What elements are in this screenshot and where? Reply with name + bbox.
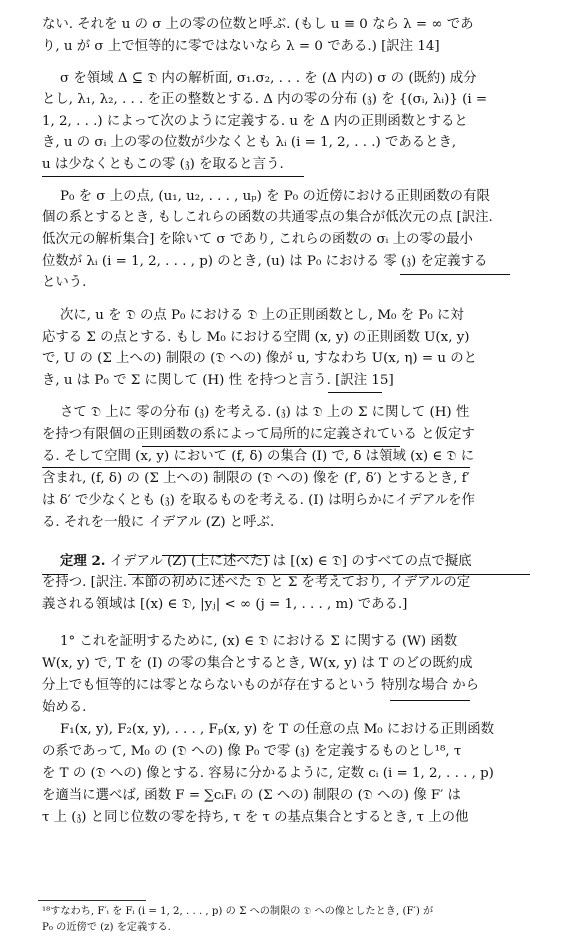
text-line: は δ′ で少なくとも (𝔷) を取るものを考える. (I) は明らかにイデアルを作 [42,493,475,508]
text-underline [42,574,68,575]
text-line: 次に, u を 𝔇 の点 P₀ における 𝔇 上の正則函数とし, M₀ を P₀ に対 [60,308,464,323]
text-underline [400,274,510,275]
footnote-rule [38,900,146,901]
text-line: 始める. [42,700,87,715]
text-line: を持つ有限個の正則函数の系によって局所的に定義されている と仮定す [42,427,475,442]
text-line: という. [42,275,87,290]
text-line: を持つ. [訳注. 本節の初めに述べた 𝔇 と Σ を考えており, イデアルの定 [42,575,471,590]
text-line: とし, λ₁, λ₂, . . . を正の整数とする. Δ 内の零の分布 (𝔷) を {(σᵢ, λᵢ)} (i = [42,92,488,107]
text-underline [128,574,530,575]
text-line: σ を領域 Δ ⊆ 𝔇 内の解析面, σ₁.σ₂, . . . を (Δ 内の) σ の (既約) 成分 [60,71,477,86]
text-underline [142,446,400,447]
text-underline [162,555,270,556]
text-line: W(x, y) で, T を (I) の零の集合とするとき, W(x, y) は T のどの既約成 [42,656,473,671]
text-line: u は少なくともこの零 (𝔷) を取ると言う. [42,157,284,172]
text-underline [390,700,470,701]
text-line: 個の系とするとき, もしこれらの函数の共通零点の集合が低次元の点 [訳注. [42,210,493,225]
text-line: り, u が σ 上で恒等的に零ではないなら λ = 0 である.) [訳注 14] [42,39,440,54]
text-line: 位数が λᵢ (i = 1, 2, . . . , p) のとき, (u) は P₀ における 零 (𝔷) を定義する [42,254,488,269]
text-underline [328,392,382,393]
text-line: 義される領域は [(x) ∈ 𝔇, |yⱼ| < ∞ (j = 1, . . . , m) である.] [42,597,408,612]
footnote-line: ¹⁸すなわち, F′ᵢ を Fᵢ (i = 1, 2, . . . , p) の Σ への制限の 𝔇 への像としたとき, (F′) が [42,906,434,917]
footnote-line: P₀ の近傍で (z) を定義する. [42,922,171,933]
text-line: 含まれ, (f, δ) の (Σ 上への) 制限の (𝔇 への) 像を (f′, δ′) とするとき, f′ [42,471,470,486]
theorem-label: 定理 2. [60,553,106,569]
text-line: P₀ を σ 上の点, (u₁, u₂, . . . , uₚ) を P₀ の近傍における正則函数の有限 [60,189,490,204]
text-line: き, u の σᵢ 上の零の位数が少なくとも λᵢ (i = 1, 2, . . .) であるとき, [42,135,457,150]
text-line: τ 上 (𝔷) と同じ位数の零を持ち, τ を τ の基点集合とするとき, τ 上の他 [42,810,469,825]
text-line: き, u は P₀ で Σ に関して (H) 性 を持つと言う. [訳注 15] [42,373,394,388]
text-line: を T の (𝔇 への) 像とする. 容易に分かるように, 定数 cᵢ (i = 1, 2, . . . , p) [42,766,494,781]
text-line: を適当に選べば, 函数 F = ∑cᵢFᵢ の (Σ への) 制限の (𝔇 への) 像 F′ は [42,788,461,803]
text-underline [42,176,304,177]
text-line: 分上でも恒等的には零とならないものが存在するという 特別な場合 から [42,678,480,693]
text-line: F₁(x, y), F₂(x, y), . . . , Fₚ(x, y) を T の任意の点 M₀ における正則函数 [60,722,495,737]
text-line: 応する Σ の点とする. もし M₀ における空間 (x, y) の正則函数 U(x, y) [42,330,470,345]
text-underline [42,467,470,468]
text-line: る. それを一般に イデアル (Z) と呼ぶ. [42,515,275,530]
text-line: 定理 2. イデアル (Z) (上に述べた) は [(x) ∈ 𝔇] のすべての点で擬底 [60,553,472,569]
text-line: 1, 2, . . .) によって次のように定義する. u を Δ 内の正則函数とすると [42,114,468,129]
text-line: さて 𝔇 上に 零の分布 (𝔷) を考える. (𝔷) は 𝔇 上の Σ に関して (H) 性 [60,405,470,420]
text-line: る. そして空間 (x, y) において (f, δ) の集合 (I) で, δ は領域 (x) ∈ 𝔇 に [42,449,475,464]
text-line: 1° これを証明するために, (x) ∈ 𝔇 における Σ に関する (W) 函数 [60,634,458,649]
text-line: で, U の (Σ 上への) 制限の (𝔇 への) 像が u, すなわち U(x, η) = u のと [42,351,478,366]
text-line: の系であって, M₀ の (𝔇 への) 像 P₀ で零 (𝔷) を定義するものとし¹⁸, τ [42,744,462,759]
text-line: ない. それを u の σ 上の零の位数と呼ぶ. (もし u ≡ 0 なら λ = ∞ であ [42,17,474,32]
text-line: 低次元の解析集合] を除いて σ であり, これらの函数の σᵢ 上の零の最小 [42,232,473,247]
